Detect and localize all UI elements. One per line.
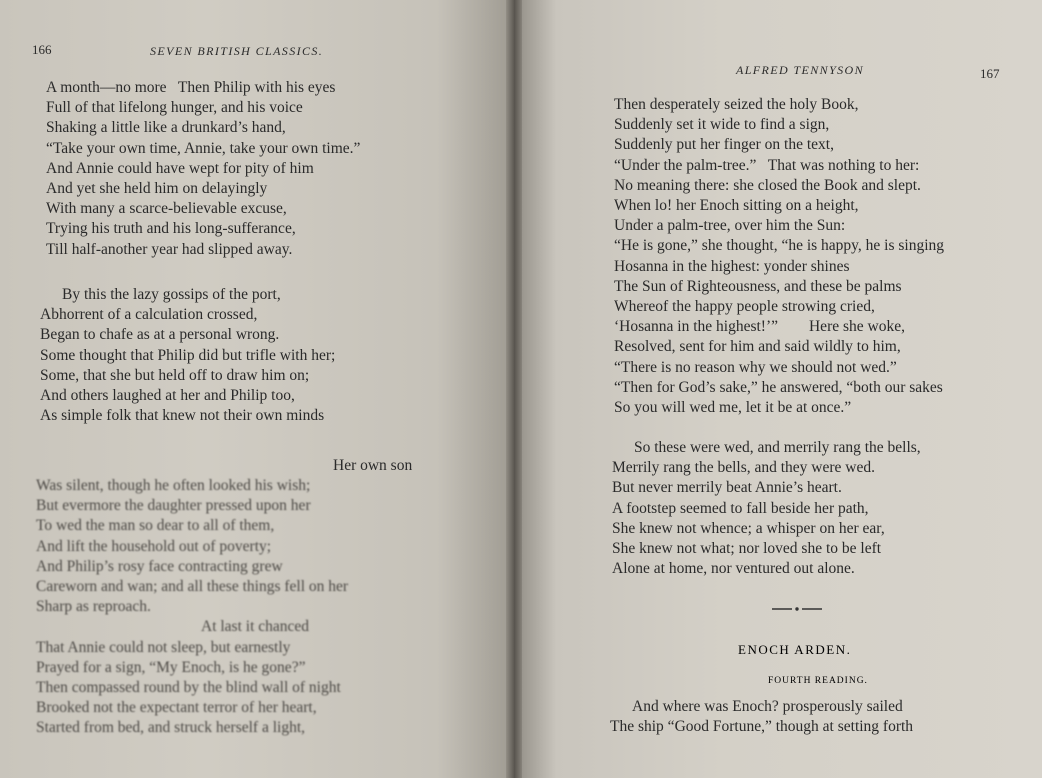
subsection-title: FOURTH READING. xyxy=(768,676,868,686)
verse-line: ‘Hosanna in the highest!’” Here she woke, xyxy=(614,318,905,336)
verse-line: So you will wed me, let it be at once.” xyxy=(614,399,852,417)
verse-line: Suddenly put her finger on the text, xyxy=(614,136,834,154)
left-stanza-1 xyxy=(46,78,360,260)
verse-line: Trying his truth and his long-sufferance, xyxy=(46,220,296,238)
verse-line: Then desperately seized the holy Book, xyxy=(614,96,859,113)
verse-line: The ship “Good Fortune,” though at setting forth xyxy=(610,718,914,736)
right-stanza-1 xyxy=(614,95,944,418)
verse-line: No meaning there: she closed the Book and slept. xyxy=(614,176,921,194)
verse-line: The Sun of Righteousness, and these be palms xyxy=(614,277,902,295)
verse-line: “Under the palm-tree.” That was nothing to her: xyxy=(614,156,920,174)
section-divider-ornament xyxy=(772,607,822,611)
verse-line: And others laughed at her and Philip too, xyxy=(40,387,295,405)
verse-line: “Then for God’s sake,” he answered, “both our sakes xyxy=(614,378,943,396)
left-page-number: 166 xyxy=(32,42,52,57)
book-gutter xyxy=(506,0,522,778)
verse-line: So these were wed, and merrily rang the bells, xyxy=(634,439,921,456)
left-stanza-2 xyxy=(40,285,335,426)
verse-line: At last it chanced xyxy=(201,618,310,636)
verse-line: But evermore the daughter pressed upon her xyxy=(36,497,311,515)
verse-line: Full of that lifelong hunger, and his voice xyxy=(46,99,303,117)
verse-line: That Annie could not sleep, but earnestly xyxy=(36,638,291,656)
verse-line: As simple folk that knew not their own minds xyxy=(40,407,325,425)
verse-line: And Philip’s rosy face contracting grew xyxy=(36,557,283,575)
verse-line: Till half-another year had slipped away. xyxy=(46,240,293,258)
verse-line: She knew not whence; a whisper on her ear, xyxy=(612,519,885,537)
left-stanza-3 xyxy=(38,456,412,476)
left-running-head: SEVEN BRITISH CLASSICS. xyxy=(150,44,324,58)
verse-line: And Annie could have wept for pity of him xyxy=(46,159,314,177)
verse-line: Some, that she but held off to draw him on; xyxy=(40,366,310,384)
right-stanza-3 xyxy=(610,697,913,737)
verse-line: And where was Enoch? prosperously sailed xyxy=(632,698,903,715)
verse-line: And lift the household out of poverty; xyxy=(36,537,272,555)
right-running-head: ALFRED TENNYSON xyxy=(736,63,865,77)
verse-line: “There is no reason why we should not wed.” xyxy=(614,358,897,376)
verse-line: Hosanna in the highest: yonder shines xyxy=(614,257,850,275)
verse-line: And yet she held him on delayingly xyxy=(46,180,268,198)
verse-line: Alone at home, nor ventured out alone. xyxy=(612,560,855,578)
right-page xyxy=(514,0,1042,778)
verse-line: Started from bed, and struck herself a light, xyxy=(36,719,306,737)
verse-line: But never merrily beat Annie’s heart. xyxy=(612,479,842,497)
verse-line: Brooked not the expectant terror of her heart, xyxy=(36,699,317,717)
right-stanza-2 xyxy=(612,438,921,579)
verse-line: A footstep seemed to fall beside her path, xyxy=(612,499,869,517)
verse-line: Sharp as reproach. xyxy=(36,598,151,616)
verse-line: Merrily rang the bells, and they were wed. xyxy=(612,459,875,477)
verse-line: When lo! her Enoch sitting on a height, xyxy=(614,197,859,215)
verse-line: Careworn and wan; and all these things fell on her xyxy=(36,578,349,596)
verse-line: “Take your own time, Annie, take your own time.” xyxy=(46,139,361,157)
verse-line: Abhorrent of a calculation crossed, xyxy=(40,306,258,324)
verse-line: Began to chafe as at a personal wrong. xyxy=(40,326,280,344)
verse-line: Prayed for a sign, “My Enoch, is he gone?” xyxy=(36,658,306,676)
verse-line: With many a scarce-believable excuse, xyxy=(46,200,287,218)
verse-line: Her own son xyxy=(333,457,413,474)
verse-line: Whereof the happy people strowing cried, xyxy=(614,298,875,316)
verse-line: Then compassed round by the blind wall of night xyxy=(36,679,341,697)
verse-line: Some thought that Philip did but trifle with her; xyxy=(40,346,336,364)
left-stanza-3-body xyxy=(36,476,348,739)
verse-line: To wed the man so dear to all of them, xyxy=(36,517,275,535)
section-title: ENOCH ARDEN. xyxy=(738,642,852,657)
verse-line: By this the lazy gossips of the port, xyxy=(62,286,281,303)
verse-line: “He is gone,” she thought, “he is happy, he is singing xyxy=(614,237,945,255)
verse-line: She knew not what; nor loved she to be left xyxy=(612,540,882,558)
verse-line: A month—no more Then Philip with his eyes xyxy=(46,79,336,96)
verse-line: Resolved, sent for him and said wildly to him, xyxy=(614,338,901,356)
right-page-number: 167 xyxy=(980,66,1000,81)
verse-line: Under a palm-tree, over him the Sun: xyxy=(614,217,846,235)
verse-line: Shaking a little like a drunkard’s hand, xyxy=(46,119,286,137)
verse-line: Was silent, though he often looked his wish; xyxy=(36,477,311,494)
left-page xyxy=(0,0,514,778)
verse-line: Suddenly set it wide to find a sign, xyxy=(614,116,830,134)
